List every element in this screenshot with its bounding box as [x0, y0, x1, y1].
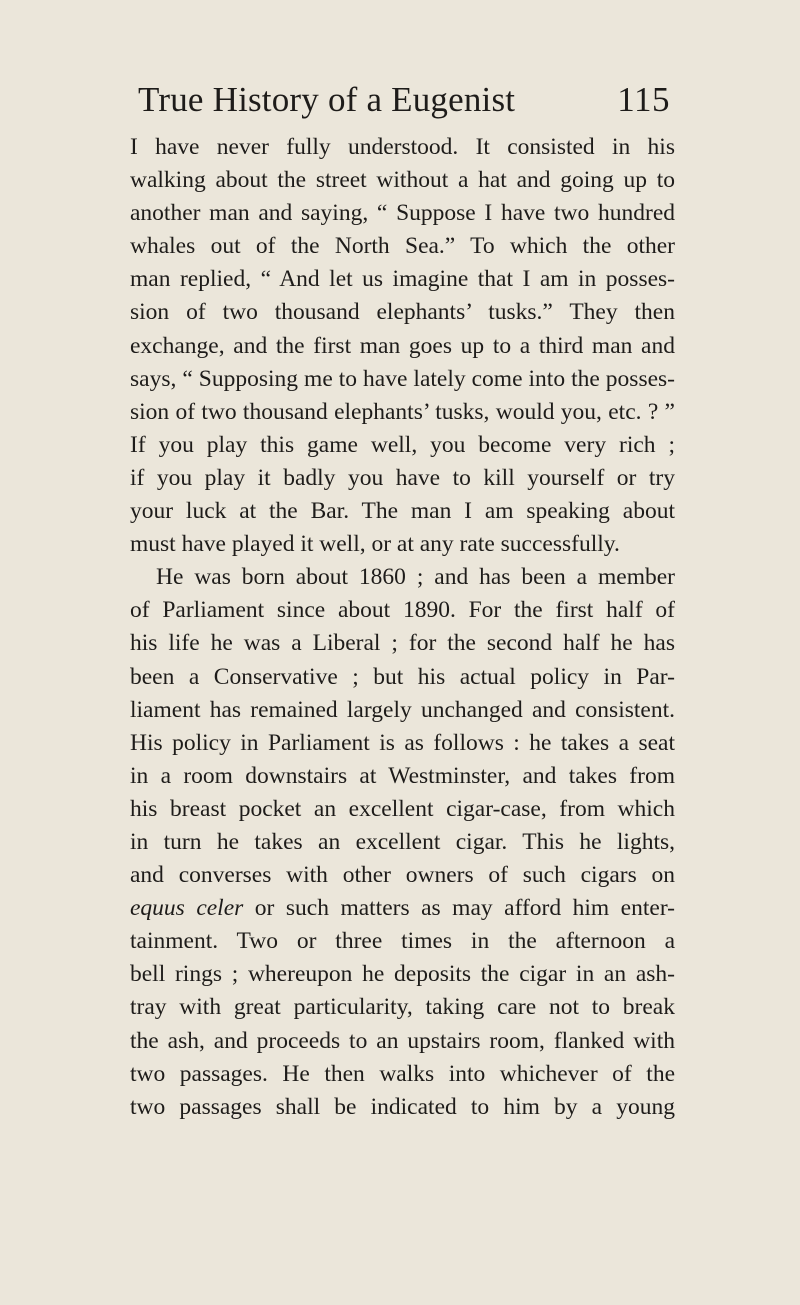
text-line: his life he was a Liberal ; for the second half he has — [130, 630, 675, 657]
text-line: if you play it badly you have to kill yourself or try — [130, 464, 675, 491]
text-line: man replied, “ And let us imagine that I am in posses- — [130, 266, 675, 293]
text-line: his breast pocket an excellent cigar-case, from which — [130, 795, 675, 822]
running-head — [132, 78, 672, 122]
text-line: of Parliament since about 1890. For the first half of — [130, 597, 675, 624]
text-line: I have never fully understood. It consisted in his — [130, 134, 675, 160]
text-line: your luck at the Bar. The man I am speaking about — [130, 498, 675, 525]
text-line: sion of two thousand elephants’ tusks, would you, etc. ? ” — [130, 398, 675, 425]
text-line: His policy in Parliament is as follows : he takes a seat — [130, 729, 675, 756]
text-line: two passages. He then walks into whichever of the — [130, 1060, 675, 1087]
paragraph-start-line: He was born about 1860 ; and has been a member — [156, 564, 675, 591]
running-title: True History of a Eugenist — [138, 80, 516, 119]
text-line: bell rings ; whereupon he deposits the cigar in an ash- — [130, 961, 675, 988]
text-line: been a Conservative ; but his actual policy in Par- — [130, 663, 675, 690]
text-line: whales out of the North Sea.” To which the other — [130, 233, 675, 260]
text-line: exchange, and the first man goes up to a third man and — [130, 332, 675, 359]
text-line: and converses with other owners of such cigars on — [130, 862, 675, 889]
text-line: says, “ Supposing me to have lately come into the posses- — [130, 365, 675, 392]
italic-phrase: equus celer — [130, 895, 244, 922]
text-line: two passages shall be indicated to him by a young — [130, 1093, 675, 1120]
page-number: 115 — [617, 80, 670, 119]
text-line: tainment. Two or three times in the afternoon a — [130, 928, 675, 955]
text-line-rest: or such matters as may afford him enter- — [243, 895, 676, 922]
text-line: tray with great particularity, taking care not to break — [130, 994, 675, 1021]
text-line: another man and saying, “ Suppose I have two hundred — [130, 200, 675, 227]
text-line: liament has remained largely unchanged and consistent. — [130, 696, 675, 723]
text-line: the ash, and proceeds to an upstairs room, flanked with — [130, 1027, 675, 1054]
text-line: in a room downstairs at Westminster, and takes from — [130, 762, 675, 789]
text-line-with-italic — [130, 892, 675, 925]
body-text — [130, 131, 675, 1124]
text-line: If you play this game well, you become very rich ; — [130, 431, 675, 458]
text-line: sion of two thousand elephants’ tusks.” They then — [130, 299, 675, 326]
text-line: walking about the street without a hat and going up to — [130, 167, 675, 194]
text-line: in turn he takes an excellent cigar. This he lights, — [130, 828, 675, 855]
paragraph-end-line: must have played it well, or at any rate successfully. — [130, 531, 620, 558]
